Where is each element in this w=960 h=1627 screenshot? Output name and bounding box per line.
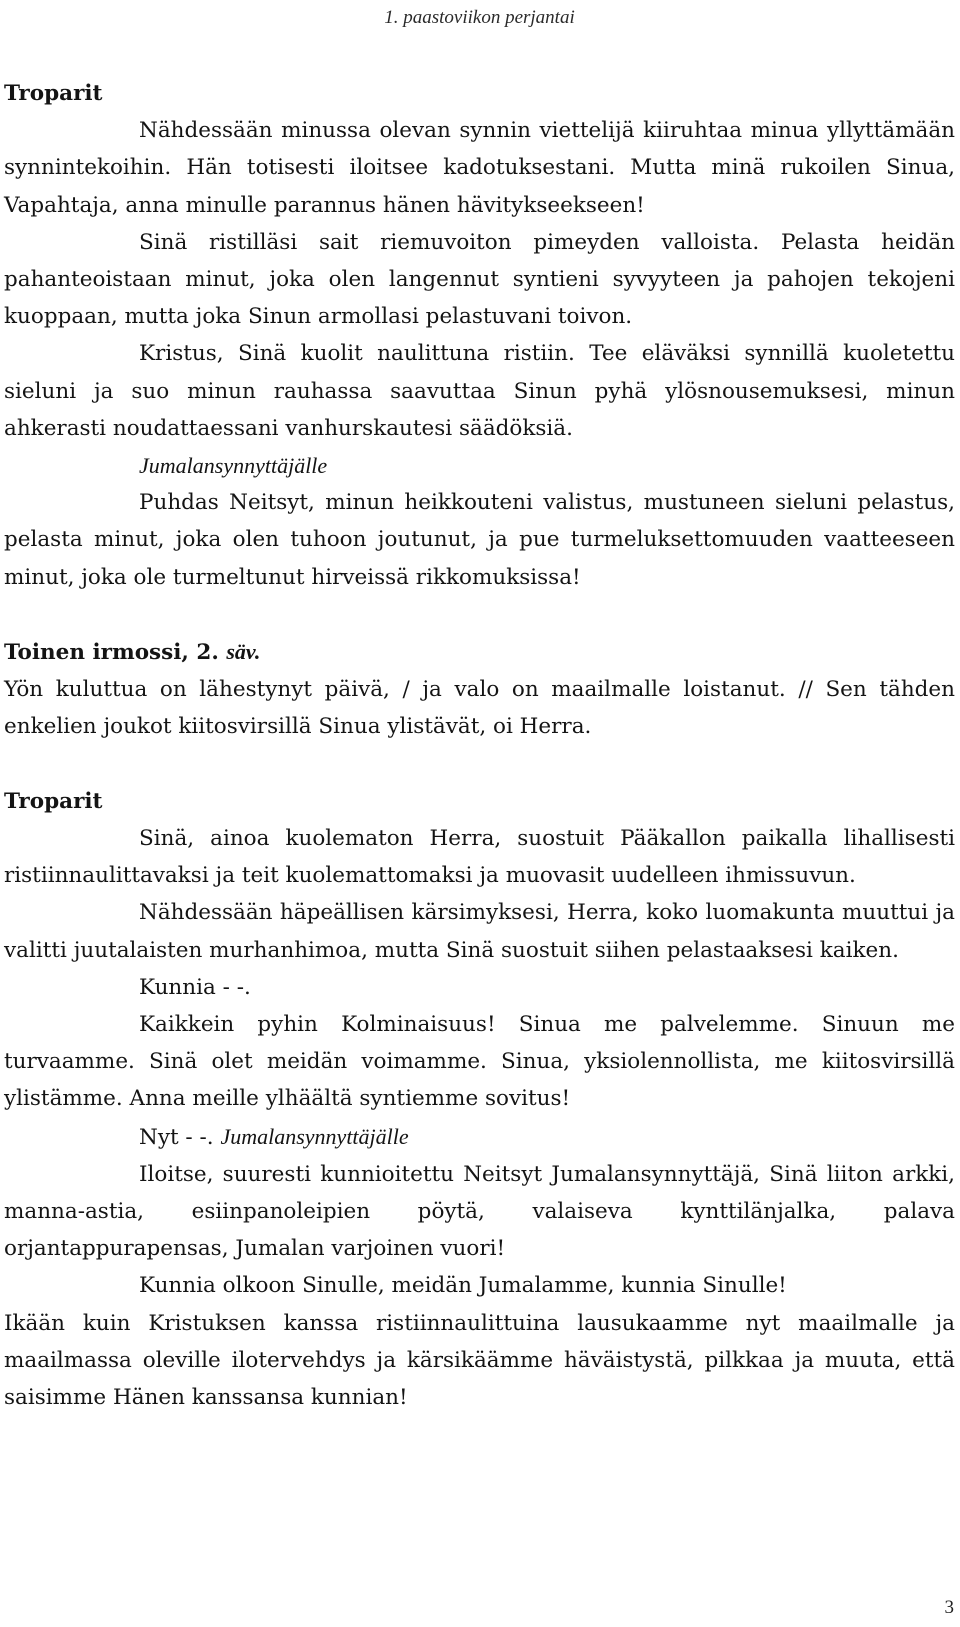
section-heading-troparit: Troparit — [4, 788, 103, 814]
paragraph: Kunnia olkoon Sinulle, meidän Jumalamme, kunnia Sinulle! — [139, 1273, 787, 1299]
paragraph: Kunnia - -. — [139, 974, 251, 1000]
paragraph — [4, 1118, 955, 1156]
irmos-tone: säv. — [226, 639, 261, 665]
section-heading-irmos — [4, 633, 955, 671]
document-body — [4, 75, 955, 1416]
paragraph: Yön kuluttua on lähestynyt päivä, / ja valo on maailmalle loistanut. // Sen tähden enkelien joukot kiitosvirsillä Sinua ylistävät, oi Herra. — [4, 677, 955, 740]
spacer — [4, 596, 955, 633]
paragraph: Sinä, ainoa kuolematon Herra, suostuit Pääkallon paikalla lihallisesti ristiinnaulittavaksi ja teit kuolemattomaksi ja muovasit uudelleen ihmissuvun. — [4, 826, 955, 889]
theotokion-label: Jumalansynnyttäjälle — [139, 453, 328, 479]
now-label: Nyt - -. — [139, 1124, 221, 1150]
irmos-title: Toinen irmossi, 2. — [4, 640, 227, 666]
paragraph: Iloitse, suuresti kunnioitettu Neitsyt Jumalansynnyttäjä, Sinä liiton arkki, manna-astia, esiinpanoleipien pöytä, valaiseva kynttilänjalka, palava orjantappurapensas, Jumalan varjoinen vuori! — [4, 1161, 955, 1262]
paragraph: Nähdessään häpeällisen kärsimyksesi, Herra, koko luomakunta muuttui ja valitti juutalaisten murhanhimoa, mutta Sinä suostuit siihen pelastaaksesi kaiken. — [4, 900, 955, 963]
running-header: 1. paastoviikon perjantai — [384, 7, 575, 28]
paragraph: Sinä ristilläsi sait riemuvoiton pimeyden valloista. Pelasta heidän pahanteoistaan minut, joka olen langennut syntieni syvyyteen ja pahojen tekojeni kuoppaan, mutta joka Sinun armollasi pelastuvani toivon. — [4, 229, 955, 330]
spacer — [4, 746, 955, 783]
paragraph: Ikään kuin Kristuksen kanssa ristiinnaulittuina lausukaamme nyt maailmalle ja maailmassa oleville ilotervehdys ja kärsikäämme häväistystä, pilkkaa ja muuta, että saisimme Hänen kanssansa kunnian! — [4, 1310, 955, 1411]
page-number: 3 — [944, 1597, 954, 1618]
paragraph: Nähdessään minussa olevan synnin viettelijä kiiruhtaa minua yllyttämään synnintekoihin. Hän totisesti iloitsee kadotuksestani. Mutta minä rukoilen Sinua, Vapahtaja, anna minulle parannus hänen hävitykseekseen! — [4, 118, 955, 218]
section-heading-troparit: Troparit — [4, 81, 103, 106]
theotokion-label: Jumalansynnyttäjälle — [220, 1123, 409, 1149]
paragraph: Kaikkein pyhin Kolminaisuus! Sinua me palvelemme. Sinuun me turvaamme. Sinä olet meidän voimamme. Sinua, yksiolennollista, me kiitosvirsillä ylistämme. Anna meille ylhäältä syntiemme sovitus! — [4, 1012, 955, 1112]
paragraph: Puhdas Neitsyt, minun heikkouteni valistus, mustuneen sieluni pelastus, pelasta minut, joka olen tuhoon joutunut, ja pue turmeluksettomuuden vaatteeseen minut, joka ole turmeltunut hirveissä rikkomuksissa! — [4, 490, 955, 590]
paragraph: Kristus, Sinä kuolit naulittuna ristiin. Tee eläväksi synnillä kuoletettu sieluni ja suo minun rauhassa saavuttaa Sinun pyhä ylösnousemuksesi, minun ahkerasti noudattaessani vanhurskautesi säädöksiä. — [4, 341, 955, 441]
